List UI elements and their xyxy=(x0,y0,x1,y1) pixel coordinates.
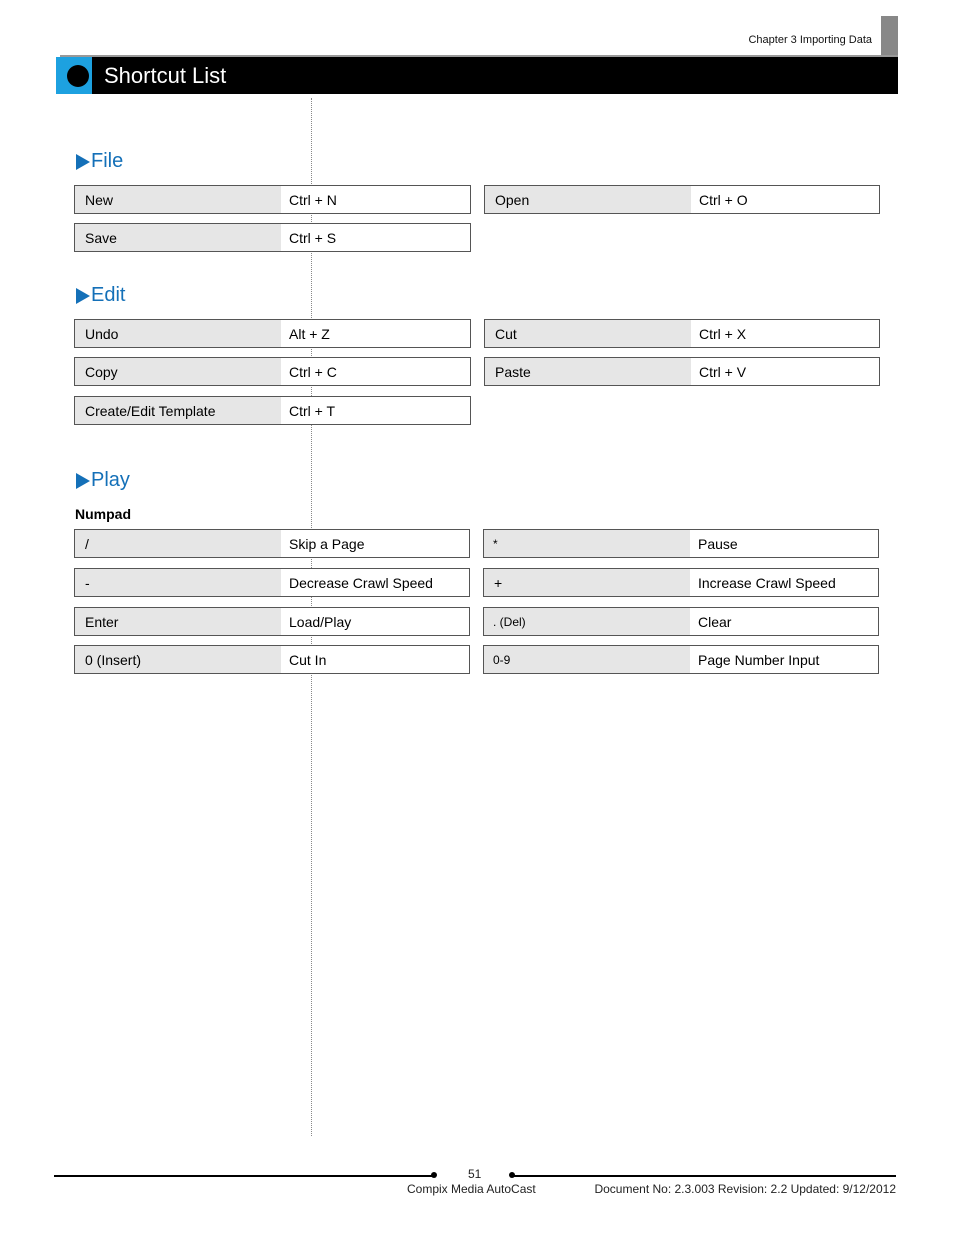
footer-rule-right xyxy=(512,1175,896,1177)
shortcut-name: + xyxy=(484,569,690,596)
shortcut-name: / xyxy=(75,530,281,557)
footer-rule-left xyxy=(54,1175,434,1177)
page-number: 51 xyxy=(468,1167,482,1181)
shortcut-row-del xyxy=(483,607,879,636)
section-play-title: Play xyxy=(91,469,130,491)
title-bar xyxy=(56,57,898,94)
section-edit-heading xyxy=(76,284,125,307)
shortcut-row-enter xyxy=(74,607,470,636)
shortcut-row-slash xyxy=(74,529,470,558)
shortcut-action: Cut In xyxy=(281,646,469,673)
shortcut-name: Open xyxy=(485,186,691,213)
shortcut-row-open xyxy=(484,185,880,214)
shortcut-name: Undo xyxy=(75,320,281,347)
section-file-heading xyxy=(76,150,123,173)
shortcut-row-create-edit-template xyxy=(74,396,471,425)
shortcut-row-digits xyxy=(483,645,879,674)
shortcut-action: Increase Crawl Speed xyxy=(690,569,878,596)
shortcut-name: * xyxy=(484,530,690,557)
shortcut-name: Paste xyxy=(485,358,691,385)
shortcut-name: 0 (Insert) xyxy=(75,646,281,673)
chapter-label: Chapter 3 Importing Data xyxy=(748,34,872,46)
shortcut-name: Create/Edit Template xyxy=(75,397,281,424)
shortcut-name: Copy xyxy=(75,358,281,385)
shortcut-action: Skip a Page xyxy=(281,530,469,557)
shortcut-row-undo xyxy=(74,319,471,348)
corner-tab xyxy=(881,16,898,56)
shortcut-name: - xyxy=(75,569,281,596)
shortcut-row-insert xyxy=(74,645,470,674)
shortcut-keys: Ctrl + N xyxy=(281,186,470,213)
shortcut-name: . (Del) xyxy=(484,608,690,635)
triangle-right-icon xyxy=(76,473,90,489)
shortcut-row-new xyxy=(74,185,471,214)
shortcut-action: Decrease Crawl Speed xyxy=(281,569,469,596)
shortcut-name: Save xyxy=(75,224,281,251)
shortcut-name: Enter xyxy=(75,608,281,635)
shortcut-keys: Ctrl + X xyxy=(691,320,879,347)
circle-icon xyxy=(67,65,89,87)
shortcut-keys: Ctrl + V xyxy=(691,358,879,385)
shortcut-keys: Ctrl + T xyxy=(281,397,470,424)
shortcut-name: 0-9 xyxy=(484,646,690,673)
triangle-right-icon xyxy=(76,288,90,304)
shortcut-keys: Ctrl + S xyxy=(281,224,470,251)
shortcut-keys: Alt + Z xyxy=(281,320,470,347)
shortcut-row-plus xyxy=(483,568,879,597)
shortcut-row-paste xyxy=(484,357,880,386)
shortcut-action: Clear xyxy=(690,608,878,635)
page-title: Shortcut List xyxy=(104,63,227,88)
section-edit-title: Edit xyxy=(91,284,126,306)
shortcut-action: Load/Play xyxy=(281,608,469,635)
shortcut-keys: Ctrl + O xyxy=(691,186,879,213)
shortcut-action: Page Number Input xyxy=(690,646,878,673)
section-file-title: File xyxy=(91,150,124,172)
shortcut-action: Pause xyxy=(690,530,878,557)
footer-document-info: Document No: 2.3.003 Revision: 2.2 Updated: 9/12/2012 xyxy=(594,1182,896,1196)
shortcut-name: Cut xyxy=(485,320,691,347)
numpad-subheading: Numpad xyxy=(75,506,131,522)
triangle-right-icon xyxy=(76,154,90,170)
shortcut-row-minus xyxy=(74,568,470,597)
footer-product: Compix Media AutoCast xyxy=(407,1182,536,1196)
shortcut-keys: Ctrl + C xyxy=(281,358,470,385)
shortcut-row-cut xyxy=(484,319,880,348)
title-badge xyxy=(56,57,92,94)
shortcut-name: New xyxy=(75,186,281,213)
shortcut-row-asterisk xyxy=(483,529,879,558)
section-play-heading xyxy=(76,469,130,492)
shortcut-row-save xyxy=(74,223,471,252)
shortcut-row-copy xyxy=(74,357,471,386)
footer-dot-left xyxy=(431,1172,437,1178)
